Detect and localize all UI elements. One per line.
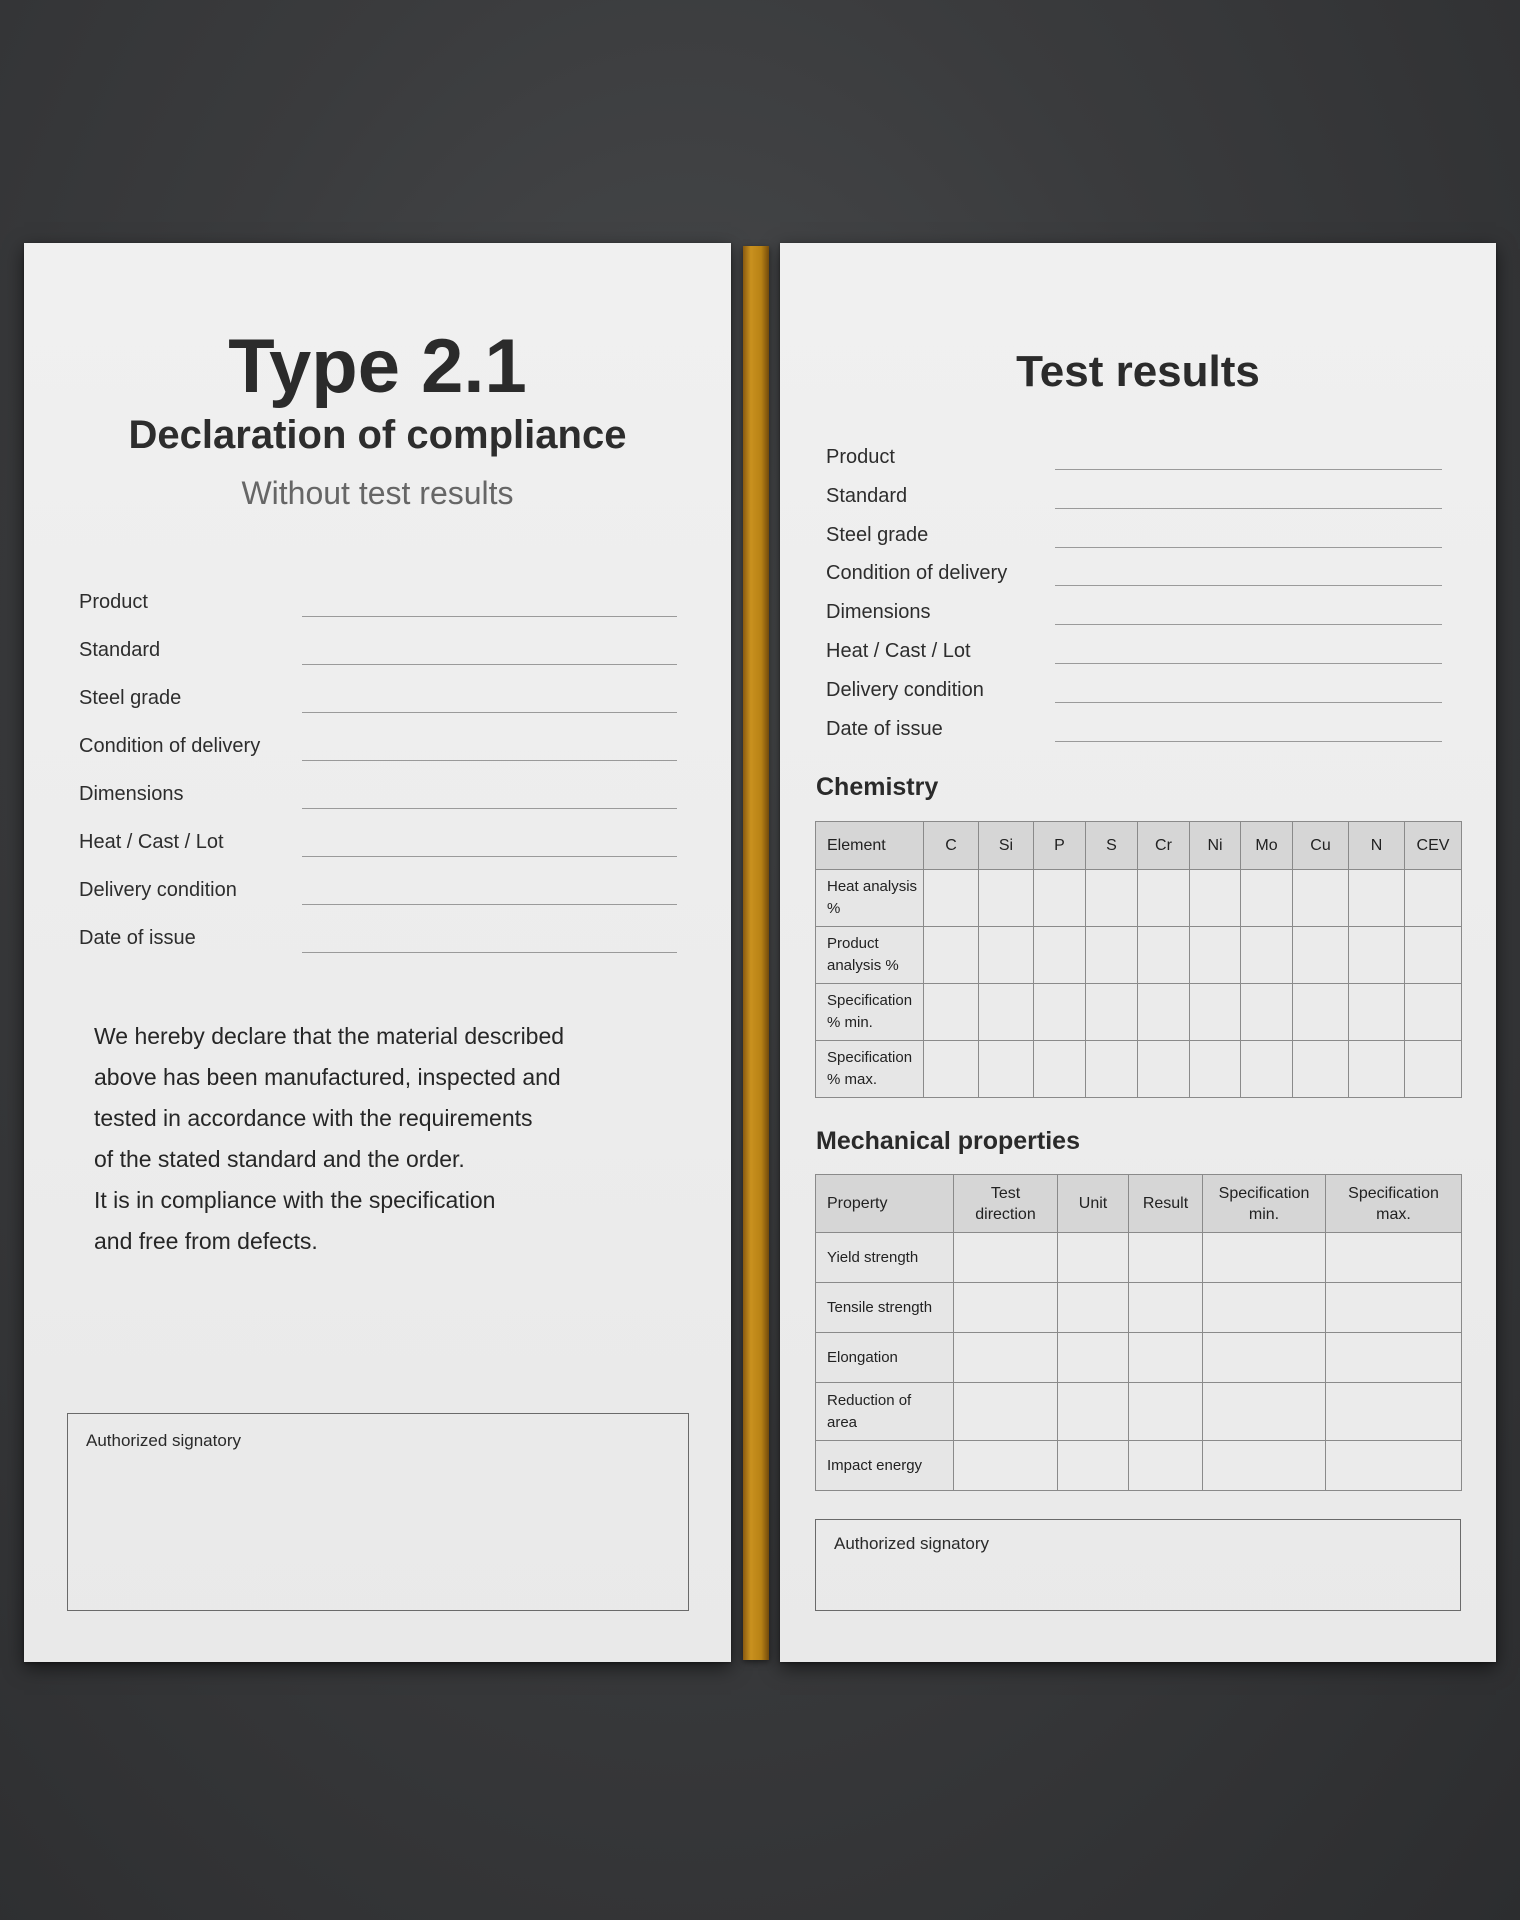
mech-row — [816, 1233, 1462, 1283]
mech-col-header — [1058, 1175, 1129, 1233]
mech-value-cell[interactable] — [954, 1233, 1058, 1283]
chem-value-cell[interactable] — [1138, 1041, 1190, 1098]
field-entry-line[interactable] — [1055, 469, 1442, 470]
mech-row-label — [816, 1283, 954, 1333]
chem-value-cell[interactable] — [1241, 870, 1293, 927]
mech-col-header-line: Property — [827, 1195, 888, 1212]
field-label: Date of issue — [79, 927, 196, 949]
mech-value-cell[interactable] — [1326, 1333, 1462, 1383]
chem-value-cell[interactable] — [924, 1041, 979, 1098]
chem-value-cell[interactable] — [1086, 927, 1138, 984]
mech-value-cell[interactable] — [1129, 1283, 1203, 1333]
mech-value-cell[interactable] — [1326, 1441, 1462, 1491]
mech-value-cell[interactable] — [1326, 1283, 1462, 1333]
mech-col-header — [816, 1175, 954, 1233]
field-label: Delivery condition — [79, 879, 237, 901]
chem-row — [816, 927, 1462, 984]
certificate-heading: Declaration of compliance — [128, 413, 627, 457]
mech-row-label — [816, 1441, 954, 1491]
chem-col-c: C — [924, 822, 979, 870]
chem-value-cell[interactable] — [1293, 1041, 1349, 1098]
mech-row-label-line: Tensile strength — [827, 1298, 933, 1316]
chem-value-cell[interactable] — [1293, 927, 1349, 984]
chem-value-cell[interactable] — [1190, 984, 1241, 1041]
mech-col-header-line: min. — [1248, 1205, 1280, 1223]
mech-row-label-line: area — [827, 1413, 858, 1431]
chemistry-heading: Chemistry — [816, 773, 939, 801]
chem-value-cell[interactable] — [1034, 1041, 1086, 1098]
mech-value-cell[interactable] — [1129, 1383, 1203, 1441]
mech-value-cell[interactable] — [1058, 1283, 1129, 1333]
field-entry-line[interactable] — [302, 952, 677, 953]
signatory-box[interactable] — [67, 1413, 689, 1611]
field-label: Dimensions — [826, 601, 931, 624]
chem-value-cell[interactable] — [1293, 984, 1349, 1041]
mech-row — [816, 1333, 1462, 1383]
mech-col-header — [954, 1175, 1058, 1233]
mech-row-label-line: Reduction of — [827, 1391, 912, 1409]
mechanical-header-row — [816, 1175, 1462, 1233]
mech-col-header — [1203, 1175, 1326, 1233]
chem-value-cell[interactable] — [924, 984, 979, 1041]
chem-row-label — [816, 1041, 924, 1098]
chem-col-cr: Cr — [1138, 822, 1190, 870]
mech-value-cell[interactable] — [1203, 1383, 1326, 1441]
declaration-sheet — [24, 243, 731, 1662]
mech-col-header-line: Test — [990, 1184, 1021, 1202]
chem-col-n: N — [1349, 822, 1405, 870]
field-label: Heat / Cast / Lot — [79, 831, 224, 853]
chem-row-label-line: % min. — [827, 1014, 873, 1031]
chem-row-label — [816, 870, 924, 927]
chem-value-cell[interactable] — [1190, 927, 1241, 984]
field-label: Condition of delivery — [79, 735, 261, 757]
field-entry-line[interactable] — [1055, 508, 1442, 509]
mechanical-table — [815, 1174, 1462, 1491]
binder-spine — [743, 246, 769, 1660]
mech-row-label — [816, 1233, 954, 1283]
chem-value-cell[interactable] — [979, 1041, 1034, 1098]
field-label: Steel grade — [79, 687, 182, 709]
mech-value-cell[interactable] — [1203, 1283, 1326, 1333]
chem-value-cell[interactable] — [1241, 927, 1293, 984]
chem-row — [816, 1041, 1462, 1098]
chem-value-cell[interactable] — [1138, 984, 1190, 1041]
test-results-title: Test results — [1016, 347, 1260, 396]
chem-value-cell[interactable] — [979, 927, 1034, 984]
mech-value-cell[interactable] — [954, 1441, 1058, 1491]
chem-value-cell[interactable] — [1405, 1041, 1462, 1098]
chem-row-label-line: analysis % — [827, 957, 899, 974]
field-entry-line[interactable] — [1055, 741, 1442, 742]
mech-col-header — [1326, 1175, 1462, 1233]
certificate-subheading: Without test results — [241, 475, 514, 511]
chem-value-cell[interactable] — [1405, 984, 1462, 1041]
field-entry-line[interactable] — [302, 808, 677, 809]
chem-value-cell[interactable] — [1190, 1041, 1241, 1098]
mech-col-header-line: Result — [1142, 1195, 1189, 1212]
mech-value-cell[interactable] — [1058, 1333, 1129, 1383]
declaration-text — [94, 1016, 654, 1262]
field-label: Delivery condition — [826, 678, 984, 701]
mech-value-cell[interactable] — [1326, 1233, 1462, 1283]
field-label: Dimensions — [79, 783, 184, 805]
mech-value-cell[interactable] — [1129, 1441, 1203, 1491]
mech-col-header-line: Specification — [1348, 1184, 1439, 1202]
chem-col-si: Si — [979, 822, 1034, 870]
field-entry-line[interactable] — [302, 760, 677, 761]
test-results-sheet — [780, 243, 1496, 1662]
chemistry-header-row — [816, 822, 1462, 870]
field-label: Standard — [79, 639, 161, 661]
mech-value-cell[interactable] — [954, 1383, 1058, 1441]
chem-value-cell[interactable] — [924, 927, 979, 984]
chem-value-cell[interactable] — [1138, 927, 1190, 984]
field-label: Condition of delivery — [826, 562, 1008, 585]
chem-col-cev: CEV — [1405, 822, 1462, 870]
chem-row — [816, 870, 1462, 927]
mech-row-label-line: Impact energy — [827, 1456, 923, 1474]
mech-value-cell[interactable] — [954, 1283, 1058, 1333]
mech-row-label — [816, 1333, 954, 1383]
chem-value-cell[interactable] — [979, 870, 1034, 927]
chem-value-cell[interactable] — [1086, 870, 1138, 927]
chem-col-cu: Cu — [1293, 822, 1349, 870]
field-entry-line[interactable] — [1055, 702, 1442, 703]
mech-value-cell[interactable] — [1058, 1441, 1129, 1491]
mech-value-cell[interactable] — [1203, 1333, 1326, 1383]
mech-row-label-line: Elongation — [827, 1348, 898, 1366]
mech-row — [816, 1441, 1462, 1491]
mech-value-cell[interactable] — [1058, 1383, 1129, 1441]
chem-row-label-line: Heat analysis — [827, 878, 918, 895]
declaration-line: We hereby declare that the material described — [94, 1023, 565, 1049]
chem-col-s: S — [1086, 822, 1138, 870]
chem-row-label-line: % — [827, 900, 841, 917]
chem-col-p: P — [1034, 822, 1086, 870]
mech-value-cell[interactable] — [954, 1333, 1058, 1383]
chem-value-cell[interactable] — [1034, 984, 1086, 1041]
declaration-line: of the stated standard and the order. — [94, 1146, 465, 1172]
declaration-line: It is in compliance with the specification — [94, 1187, 496, 1213]
declaration-line: tested in accordance with the requirements — [94, 1105, 533, 1131]
chem-row-label-line: Specification — [827, 992, 913, 1009]
chem-value-cell[interactable] — [1034, 927, 1086, 984]
chem-row-label-line: Product — [827, 935, 879, 952]
signatory-label: Authorized signatory — [86, 1431, 241, 1450]
chem-col-ni: Ni — [1190, 822, 1241, 870]
mech-col-header-line: Specification — [1218, 1184, 1310, 1202]
mech-value-cell[interactable] — [1129, 1233, 1203, 1283]
chem-value-cell[interactable] — [1405, 927, 1462, 984]
mech-col-header-line: max. — [1376, 1205, 1411, 1223]
declaration-line: above has been manufactured, inspected and — [94, 1064, 561, 1090]
chem-value-cell[interactable] — [1349, 984, 1405, 1041]
field-entry-line[interactable] — [302, 664, 677, 665]
chem-row — [816, 984, 1462, 1041]
field-label: Standard — [826, 484, 908, 507]
mech-value-cell[interactable] — [1058, 1233, 1129, 1283]
chem-value-cell[interactable] — [1405, 870, 1462, 927]
chem-value-cell[interactable] — [1349, 927, 1405, 984]
field-label: Steel grade — [826, 523, 929, 546]
chem-value-cell[interactable] — [1190, 870, 1241, 927]
field-label: Heat / Cast / Lot — [826, 640, 971, 662]
chem-row-label-line: % max. — [827, 1071, 878, 1088]
field-entry-line[interactable] — [302, 904, 677, 905]
chem-value-cell[interactable] — [1241, 984, 1293, 1041]
signatory-box-right[interactable] — [815, 1519, 1461, 1611]
mech-row-label-line: Yield strength — [827, 1248, 919, 1266]
chem-row-label — [816, 984, 924, 1041]
mech-value-cell[interactable] — [1326, 1383, 1462, 1441]
mech-row-label — [816, 1383, 954, 1441]
mechanical-heading: Mechanical properties — [816, 1127, 1080, 1155]
field-entry-line[interactable] — [302, 616, 677, 617]
field-entry-line[interactable] — [1055, 624, 1442, 625]
chem-value-cell[interactable] — [1349, 1041, 1405, 1098]
chem-col-element: Element — [816, 822, 924, 870]
mech-col-header-line: Unit — [1078, 1195, 1108, 1212]
chem-row-label — [816, 927, 924, 984]
mech-col-header — [1129, 1175, 1203, 1233]
field-entry-line[interactable] — [302, 856, 677, 857]
chem-value-cell[interactable] — [1138, 870, 1190, 927]
field-entry-line[interactable] — [1055, 663, 1442, 664]
mech-col-header-line: direction — [975, 1205, 1036, 1223]
field-entry-line[interactable] — [302, 712, 677, 713]
field-label: Product — [826, 446, 895, 468]
chem-value-cell[interactable] — [1086, 984, 1138, 1041]
chem-value-cell[interactable] — [1293, 870, 1349, 927]
chem-value-cell[interactable] — [1086, 1041, 1138, 1098]
chem-value-cell[interactable] — [924, 870, 979, 927]
signatory-label-right: Authorized signatory — [834, 1534, 989, 1553]
chem-value-cell[interactable] — [1349, 870, 1405, 927]
chem-value-cell[interactable] — [979, 984, 1034, 1041]
mech-value-cell[interactable] — [1203, 1233, 1326, 1283]
field-entry-line[interactable] — [1055, 547, 1442, 548]
chemistry-table — [815, 821, 1462, 1098]
field-entry-line[interactable] — [1055, 585, 1442, 586]
declaration-line: and free from defects. — [94, 1228, 318, 1254]
chem-col-mo: Mo — [1241, 822, 1293, 870]
mech-row — [816, 1383, 1462, 1441]
field-label: Product — [79, 591, 148, 613]
certificate-type-title: Type 2.1 — [228, 324, 527, 409]
chem-row-label-line: Specification — [827, 1049, 913, 1066]
chem-value-cell[interactable] — [1034, 870, 1086, 927]
field-label: Date of issue — [826, 717, 943, 740]
chem-value-cell[interactable] — [1241, 1041, 1293, 1098]
mech-value-cell[interactable] — [1129, 1333, 1203, 1383]
mech-value-cell[interactable] — [1203, 1441, 1326, 1491]
mech-row — [816, 1283, 1462, 1333]
